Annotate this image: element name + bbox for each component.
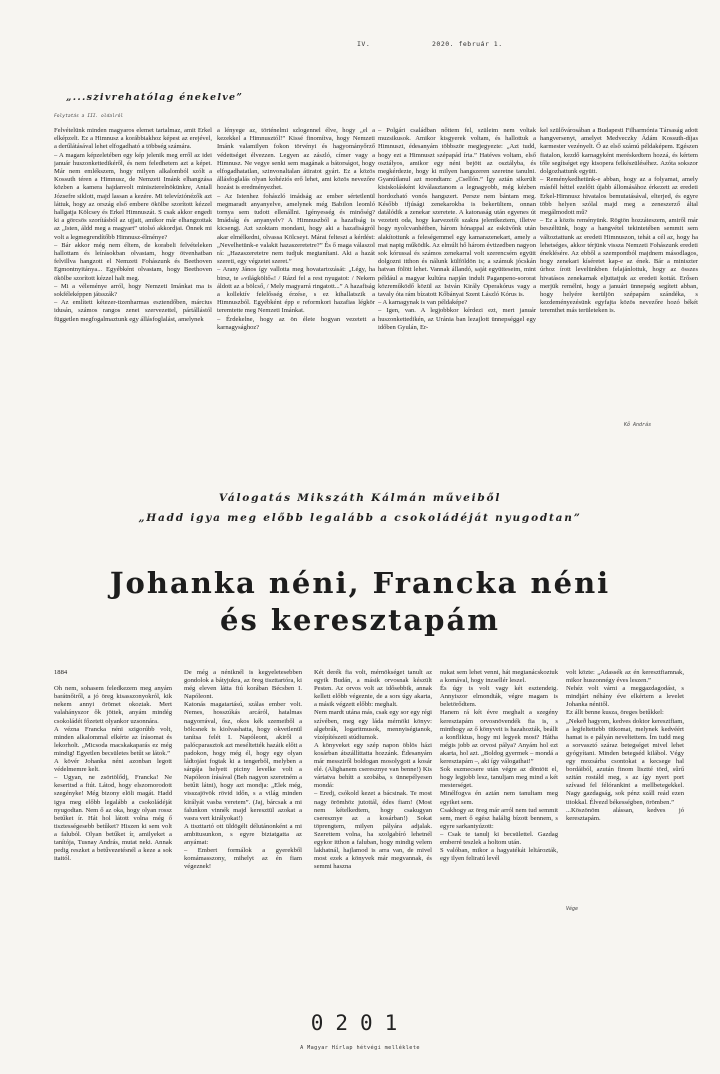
headline-line-2: és keresztapám [220,603,500,637]
interview-column-1 [54,127,212,377]
feature-column-1 [54,669,172,907]
supplement-tagline: A Magyar Hírlap hétvégi melléklete [300,1045,420,1051]
interview-column-text: kel szülővárosában a Budapesti Filharmónia Társaság adott hangversenyt, amelyet Medveczky Ádám Kossuth-díjas karmester vezényelt. Ő az első számú példaképem. Egészen fiatalon, kezdő karnagyként meréskedtem hozzá, és kértem tőle segítséget egy kisopera felkészüléséhez. Azóta sokszor dolgozhattunk együtt. – Reménykedhetünk-e abban, hogy az a folyamat, amely másfél héttel ezelőtt újabb állomásához érkezett az eredeti Erkel-Himnusz hivatalos bemutatásával, elterjed, és egyre több helyen szólal majd meg a zeneszerző által megálmodott mű? – Ez a közös reményünk. Rögtön hozzáteszem, amiről már beszéltünk, hogy a hangvétel tekintetében semmit sem változtattunk az eredeti Himnuszon, tehát a cél az, hogy ha lehetséges, akkor térjünk vissza Nemzeti Fohászunk eredeti éneklésére. Az ebből a szempontból majdnem másodlagos, hogy zenekari kíséretet kap-e az ének. Bár a miniszter úrhoz írott levelünkben felajánlottuk, hogy az összes hivatásos zenekarnak eljuttatjuk az eredeti kottát. Erősen merjük remélni, hogy a januári ünnepség segített abban, hogy helyére kerüljön szépapám szándéka, s kezdeményezésünk egyfajta közös nevezőre hozó békét teremthet más területeken is. [540,127,698,315]
interview-column-text: – Polgári családban nőttem fel, szüleim nem voltak muzsikusok. Amikor kisgyerek voltam, és hallottuk a Himnuszt, édesanyám többször megjegyezte: „Azt tudd, hogy ezt a Himnuszt szépapád írta.” Hatéves voltam, első osztályos, amikor egy néni bejött az osztályba, és megkérdezte, hogy ki milyen hangszeren szeretne tanulni. Gyanútlanul azt mondtam: „Csellón.” Így aztán sikerült kisiskolásként kiválasztanom a legnagyobb, még kézben hordozható vonós hangszert. Persze nem bántam meg. Később ifjúsági zenekarokba is bekerültem, onnan datálódik a zenekar szeretete. A katonaság után egyenes út vezetett oda, hogy karvezetői szakra jelentkeztem, illetve hogy nyolcvanhétben, három hónappal az esküvőnk után alakítottunk a feleségemmel egy kamarazenekart, amely a mai napig működik. Az elmúlt hő három évtizedben nagyon sok kórussal és számos zenekarral volt szerencsém együtt dolgozni itthon és nálunk külföldön is; a számuk jócskán hatvan fölött lehet. Vannak állandó, saját együtteseim, mint például a magyar kultúra napján indult Paganpeno-sororat közreműködő közül az István Király Operakórus vagy a tavaly óta rám bízatott Kőbányai Szent László Kórus is. – A karnagynak is van példaképe? – Igen, van. A legjobbkor kérdezi ezt, mert január huszonkettedikén, az Uránia ban lezajlott ünnepséggel egy időben Gyulán, Er- [378,127,536,331]
page-number: IV. [357,40,371,48]
supplement-logo: 0201 [310,1011,410,1035]
feature-column-text: De még a néniknél is kegyeletesebben gondolok a bátyjukra, az öreg tiszttartóra, ki még eleven látta fiú korában Bécsben I. Napóleont. Katonás magatartású, szálas ember volt. Nemes, hosszúkás arcáról, hatalmas nagyorrával, ősz, okos kék szemeiből a bölcsnek is kiolvashatta, hogy okvetlenül tanítsa felét I. Napóleont, akiről a palócparasztok azt meséltették hazáik előtt a padokon, hogy még él, hogy egy olyan ládtojást fogtak ki a tengerből, melyben a sárgája helyett piciny levelke volt a Napóleon írásával (Beh nagyon szeretném a betűit látni), hogy azt mondja: „Elek még, visszajövök rövid időn, s a világ minden királyát vasba veretem”. (Jaj, bárcsak a mi falunkon vinnék majd keresztül azokat a vasra vert királyokat!) A tiszttartó ott üldögélt délutánonként a mi ambitusunkon, s egyre biztatgatta az anyámat: – Embert formálok a gyerekből komámasszony, mihelyt az én fiam végeznek! [184,669,302,871]
feature-column-text: 1884 Oh nem, sohasem feledkezem meg anyám barátnőiről, a jó öreg kisasszonyokról, kik nekem annyi örömet okoztak. Mert valahányszor ők jöttek, anyám mindég csokoládét főzetett olyankor uzsonnára. A vézna Francka néni szigorúbb volt, minden alkalommal elkérte az írásomat és lekorholt. „Micsoda macskakaparás ez még mindig! Egyetlen becsületes betűt se látok.” A kövér Johanka néni azonban legott védelmemre kelt. – Ugyan, ne zsörtölődj, Francka! Ne keseritsd a fiút. Látod, hogy elszomorodott szegényke! Még bizony elöli magát. Hadd igya meg előbb legalább a csokoládéját nyugodtan. Nem ő az oka, hogy olyan rossz betűket ír. Hát hol látott volna még ő tisztességesebb betűket? Hiszen ki sem volt a faluból. Olyan betűket ír, amilyeket a tanítója, Tusnay András, mutat neki. Annak pedig reszket a betűvezetésnél a keze a sok itaitól. [54,669,172,863]
feature-kicker: Válogatás Mikszáth Kálmán műveiből [218,492,502,504]
feature-subkicker: „Hadd igya meg előbb legalább a csokoládéját nyugodtan” [138,512,582,524]
interview-column-text: Felvételünk minden magyaros elemet tartalmaz, amit Erkel elképzelt. Ez a Himnusz a korábbiakhoz képest az erejével, a derűlátásával lehet elfogadható a többség számára. – A magam képzeletében egy kép jelenik meg erről az idei január huszonkettedikéről, és nem feledhetem azt a képet. Már nem emlékszem, hogy milyen alkalomból szólt a Kossuth téren a Himnusz, de Nemzeti Imánk elhangzása közben a kamera hajdanvolt miniszterelnökünkre, Antall Józsefre siklott, majd lassan a kezére. Mi televíziónézők azt láttuk, hogy az ország első embere ökölbe szorított kézzel hallgatja Kölcsey és Erkel Himnuszát. S csak akkor engedi ki a görcsös szorításból az ujjait, amikor már elhangzottak az „Isten, áldd meg a magyart” utolsó akkordjai. Önnek mi volt a legmegrendítőbb Himnusz-élménye? – Bár akkor még nem éltem, de korabeli felvételeken hallottam és leírásokban olvastam, hogy ötvenhatban felvillva hangzott el Nemzeti Fohászunk és Beethoven Egmontnyitánya... Egyébként olvastam, hogy Beethoven ökölbe szorított kézzel halt meg. – Mi a véleménye arról, hogy Nemzeti Imánkat ma is sokféleképpen játsszák? – Az említett kétezer-tizenharmas esztendőben, március idusán, számos rangos zenei szervezettel, pártállástól független megfogalmaztunk egy állásfoglalást, amelynek [54,127,212,323]
feature-column-4 [440,669,558,907]
feature-end-mark: Vége [566,906,579,912]
feature-column-text: nukat sem lehet venni, hát megtanácskoztuk a komával, hogy inzsellér leszel. És úgy is volt vagy két esztendeig. Annyiszor elmondták, végre magam is beletörődtem. Hanem rá két évre meghalt a szegény keresztapám orvosnövendék fia is, s minthogy az ő könyveit is hazahozták, beállt a konfliktus, hogy mi legyek most? Hátha mégis jobb az orvosi pálya? Anyám hol ezt akarta, hol azt. „Boldog gyermek – mondá a keresztapám –, aki így válogathat!” Sok eszmecsere után végre az döntött el, hogy legjobb lesz, tanuljam meg mind a két mesterséget. Minélfogva én aztán nem tanultam meg egyiket sem. Csakhogy az öreg már arról nem tud semmit sem, mert ő egész halálig bízott bennem, s egyre sarkantyúzott: – Csak te tanulj ki becsülettel. Gazdag emberré teszlek a holtom után. S valóban, mikor a hagyatékát leltározták, egy ilyen feliratú levél [440,669,558,863]
feature-headline [0,565,720,639]
interview-title: „...szivrehatólag énekelve” [66,92,244,103]
headline-line-1: Johanka néni, Francka néni [109,566,611,600]
feature-column-3 [314,669,432,907]
interview-column-3 [378,127,536,377]
continued-note: Folytatás a III. oldalról [54,114,124,119]
interview-column-2 [217,127,375,377]
feature-column-2 [184,669,302,907]
interview-author: Kő András [624,422,652,428]
feature-column-text: Két derék fia volt, mérnökséget tanult az egyik Budán, a másik orvosnak készült Pesten. Az orvos volt az idősebbik, annak kellett előbb végeznie, de a sors úgy akarta, a másik végzett előbb: meghalt. Nem mardt utána más, csak egy sor egy régi szívében, meg egy láda mérnöki könyv: algebrák, logaritmusok, mennyiségtanok, vízépítészeti stúdiumok. A könyveket egy szép napon öblös házi kosárban átszállíttatta hozzánk. Édesanyám már messziről boldogan mosolygott a kosár elé. (Alighanem cseresznye van benne!) Kis vártatva behítt a szobába, s ünnepélyesen mondá: – Eredj, csókold kezet a bácsinak. Te most nagy örömhöz jutottál, édes fiam! (Most nem kételkedtem, hogy csakugyan cseresznye az a kosárban!) Sokat töprengtem, milyen pályára adjalak. Szerettem volna, ha szolgabíró lehetnél egykor itthon a faluban, hogy mindig velem lakhatnál, hajlamod is arra van, de mivel most ezek a könyvek már megvannak, és semmi haszna [314,669,432,871]
interview-column-4 [540,127,698,377]
feature-column-5 [566,669,684,907]
interview-column-text: a lényege az, történelmi szlogennel élve, hogy „el a kezekkel a Himnusztól!” Kissé finomítva, hogy Nemzeti Imánk valamilyen fokon törvényi és hagyományőrző védettséget élvezzen. Legyen az zászló, címer vagy a Himnusz. Ne vegye senki sem magának a bátorságot, hogy elfogadhatatlan, szinvonaltalan átiratot gyárt. Ez a közös állásfoglalás olyan kohéziós erő lehet, ami közös nevezőre hozást is eredményezhet. – Az Istenhez fohászló imádság az ember sértetlenül megmaradt anyanyelve, amelynek még Babilon leomló tornya sem tudott ellenállni. Igényesség és minőség? Imádság és anyanyelv? A Himnuszból a hazafiság is kicsengj. Azt szoktam mondani, hogy aki a hazafiságról akar elmélkedni, olvassa Kölcseyt. Márai felteszi a kérdést: „Nevelhetünk-e valakit hazaszeretetre?” És ő maga válaszol rá: „Hazaszeretetre nem tudjuk megtanítani. Aki a hazát szereti, egy végzetet szeret.” – Arany János így vallotta meg hovatartozását: „Légy, ha birsz, te »világköltő«! / Rázd fel a rest nyugatot: / Nekem áldott az a bölcső, / Mely magyarrá ringatott...” A hazafiság a kollektív felelősség érzése, s ez kihallatszik a Himnuszból. Egyébként épp e reformkori hazafias légkör teremtette meg Nemzeti Imánkat. – Érdekelne, hogy az ön élete hogyan vezetett a karnagysághoz? [217,127,375,331]
issue-date: 2020. február 1. [432,40,503,48]
feature-column-text: volt közte: „Adassék az én keresztfiamnak, mikor huszonnégy éves leszen.” Nehéz volt várni a meggazdagodást, s mindjárt néhány éve elkértem a levelet Johanka nénitől. Ez állt benne kusza, öreges betűkkel: „Nekeð hagyom, kedves doktor keresztfiam, a legfeltettebb titkomat, melynek kedvéért hamat is e pályán neveltettem. Ím tudd meg a sorvasztó száraz betegséget mivel lehet gyógyítani. Minden betegséd kilábol. Végy egy mozsárba csontokat a kecsege hal bordáiból, azután finom lisztté törd, sűrű szitán rostáld meg, s az így nyert port szívasd fel félórankint a mellbetegekkel. Nagy gazdagság, sok pénz száll reád ezen titokkal. Élvezd békességben, örömben.” ...Köszönöm alássan, kedves jó keresztapám. [566,669,684,822]
